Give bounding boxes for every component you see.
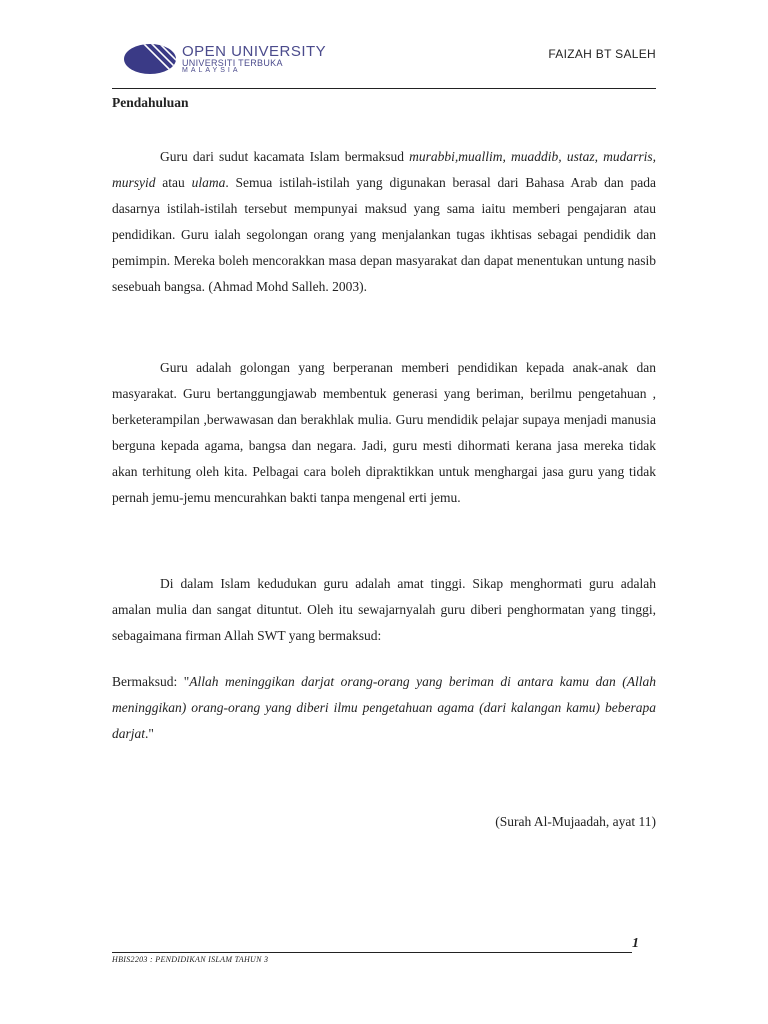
footer-divider [112, 952, 632, 953]
paragraph-2-text: Guru adalah golongan yang berperanan memberi pendidikan kepada anak-anak dan masyarakat. Guru bertanggungjawab membentuk generasi yang beriman, berilmu pengetahuan , berketerampilan ,berwawasan dan berakhlak mulia. Guru mendidik pelajar supaya menjadi manusia berguna kepada agama, bangsa dan negara. Jadi, guru mesti dihormati kerana jasa mereka tidak akan terhitung oleh kita. Pelbagai cara boleh dipraktikkan untuk menghargai jasa guru yang tidak pernah jemu-jemu mencurahkan bakti tanpa mengenal erti jemu. [112, 360, 656, 505]
logo-subtitle: UNIVERSITI TERBUKA [182, 58, 283, 68]
term-ulama: ulama [191, 175, 226, 190]
logo-title: OPEN UNIVERSITY [182, 43, 327, 60]
logo-country: MALAYSIA [182, 67, 241, 74]
footer-course-code: HBIS2203 : PENDIDIKAN ISLAM TAHUN 3 [112, 955, 269, 964]
paragraph-2 [112, 355, 656, 511]
section-heading: Pendahuluan [112, 95, 189, 110]
open-university-logo [124, 42, 334, 76]
paragraph-1 [112, 144, 656, 300]
quote-text: Allah meninggikan darjat orang-orang yang beriman di antara kamu dan (Allah meninggikan) orang-orang yang diberi ilmu pengetahuan agama (dari kalangan kamu) beberapa darjat [112, 674, 657, 741]
paragraph-1-text-c: atau [155, 175, 192, 190]
arabic-terms: murabbi,muallim, muaddib, ustaz, mudarris, mursyid [112, 149, 656, 190]
paragraph-3 [112, 571, 656, 649]
university-globe-icon [124, 42, 180, 76]
quote-paragraph [112, 669, 656, 747]
quote-suffix: ." [145, 726, 154, 741]
page-number: 1 [632, 936, 639, 951]
page-header [112, 40, 656, 90]
paragraph-1-text-e: . Semua istilah-istilah yang digunakan berasal dari Bahasa Arab dan pada dasarnya istilah-istilah tersebut mempunyai maksud yang sama iaitu memberi pengajaran atau pendidikan. Guru ialah segolongan orang yang menjalankan tugas ikhtisas sebagai pendidik dan pemimpin. Mereka boleh mencorakkan masa depan masyarakat dan dapat menentukan untung nasib sesebuah bangsa. (Ahmad Mohd Salleh. 2003). [112, 175, 656, 294]
paragraph-3-text: Di dalam Islam kedudukan guru adalah amat tinggi. Sikap menghormati guru adalah amalan mulia dan sangat dituntut. Oleh itu sewajarnyalah guru diberi penghormatan yang tinggi, sebagaimana firman Allah SWT yang bermaksud: [112, 576, 656, 643]
quran-citation: (Surah Al-Mujaadah, ayat 11) [495, 814, 656, 829]
paragraph-1-text-a: Guru dari sudut kacamata Islam bermaksud [160, 149, 410, 164]
header-divider [112, 88, 656, 89]
quote-prefix: Bermaksud: " [112, 674, 190, 689]
author-name: FAIZAH BT SALEH [548, 47, 656, 61]
